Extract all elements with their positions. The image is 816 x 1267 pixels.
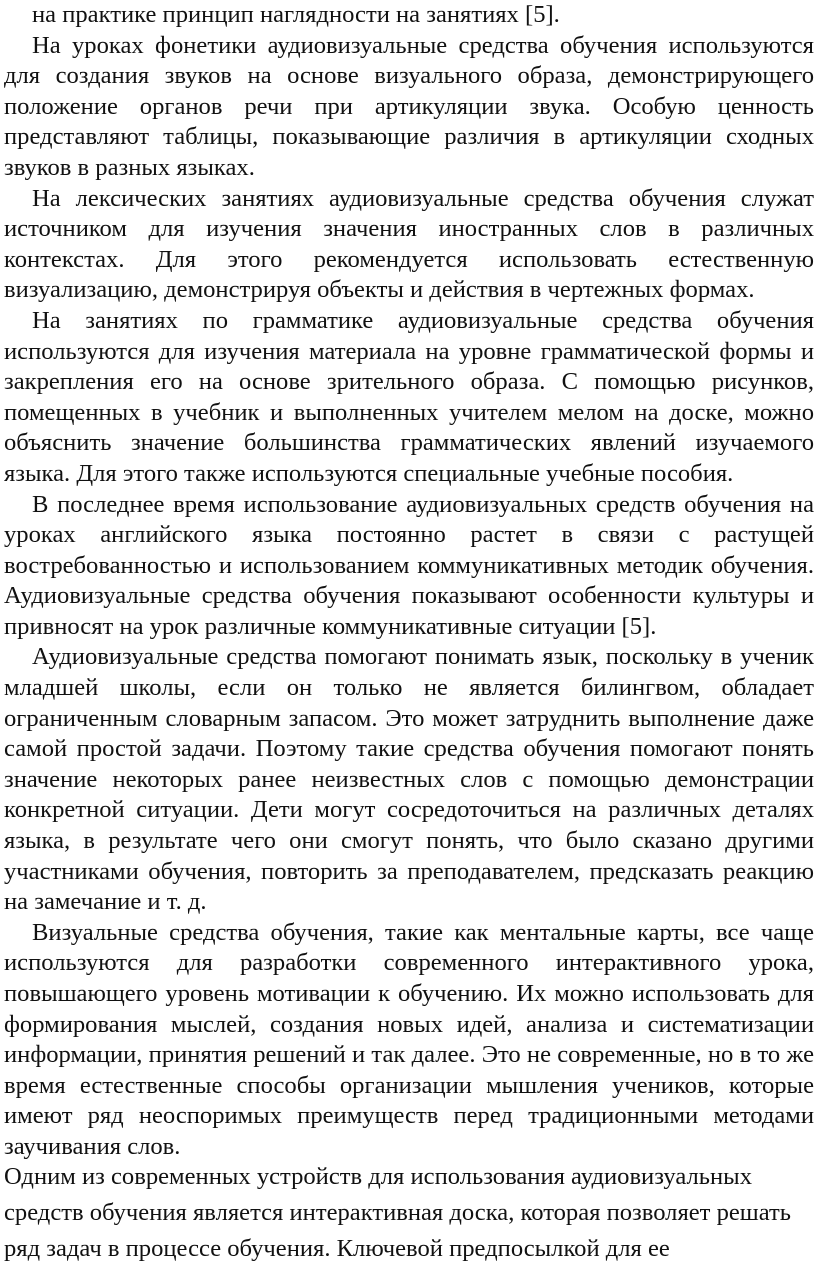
paragraph-visual-aids: Визуальные средства обучения, такие как ментальные карты, все чаще используются для разработки современного интерактивного урока, повышающего уровень мотивации к обучению. Их можно использовать для формирования мыслей, создания новых идей, анализа и систематизации информации, принятия решений и так далее. Это не современные, но в то же время естественные способы организации мышления учеников, которые имеют ряд неоспоримых преимуществ перед традиционными методами заучивания слов. — [4, 918, 814, 1160]
paragraph-recent-use: В последнее время использование аудиовизуальных средств обучения на уроках английского языка постоянно растет в связи с растущей востребованностью и использованием коммуникативных методик обучения. Аудиовизуальные средства обучения показывают особенности культуры и привносят на урок различные коммуникативные ситуации [5]. — [4, 490, 814, 640]
paragraph-lexical: На лексических занятиях аудиовизуальные средства обучения служат источником для изучения значения иностранных слов в различных контекстах. Для этого рекомендуется использовать естественную визуализацию, демонстрируя объекты и действия в чертежных формах. — [4, 184, 814, 304]
paragraph-grammar: На занятиях по грамматике аудиовизуальные средства обучения используются для изучения материала на уровне грамматической формы и закрепления его на основе зрительного образа. С помощью рисунков, помещенных в учебник и выполненных учителем мелом на доске, можно объяснить значение большинства грамматических явлений изучаемого языка. Для этого также используются специальные учебные пособия. — [4, 306, 814, 487]
paragraph-phonetics: На уроках фонетики аудиовизуальные средства обучения используются для создания звуков на основе визуального образа, демонстрирующего положение органов речи при артикуляции звука. Особую ценность представляют таблицы, показывающие различия в артикуляции сходных звуков в разных языках. — [4, 31, 814, 181]
paragraph-continuation: на практике принцип наглядности на занятиях [5]. — [32, 1, 560, 28]
paragraph-interactive-board: Одним из современных устройств для использования аудиовизуальных средств обучения является интерактивная доска, которая позволяет решать ряд задач в процессе обучения. Ключевой предпосылкой для ее — [4, 1162, 791, 1262]
paragraph-understanding: Аудиовизуальные средства помогают понимать язык, поскольку в ученик младшей школы, если он только не является билингвом, обладает ограниченным словарным запасом. Это может затруднить выполнение даже самой простой задачи. Поэтому такие средства обучения помогают понять значение некоторых ранее неизвестных слов с помощью демонстрации конкретной ситуации. Дети могут сосредоточиться на различных деталях языка, в результате чего они смогут понять, что было сказано другими участниками обучения, повторить за преподавателем, предсказать реакцию на замечание и т. д. — [4, 643, 814, 916]
